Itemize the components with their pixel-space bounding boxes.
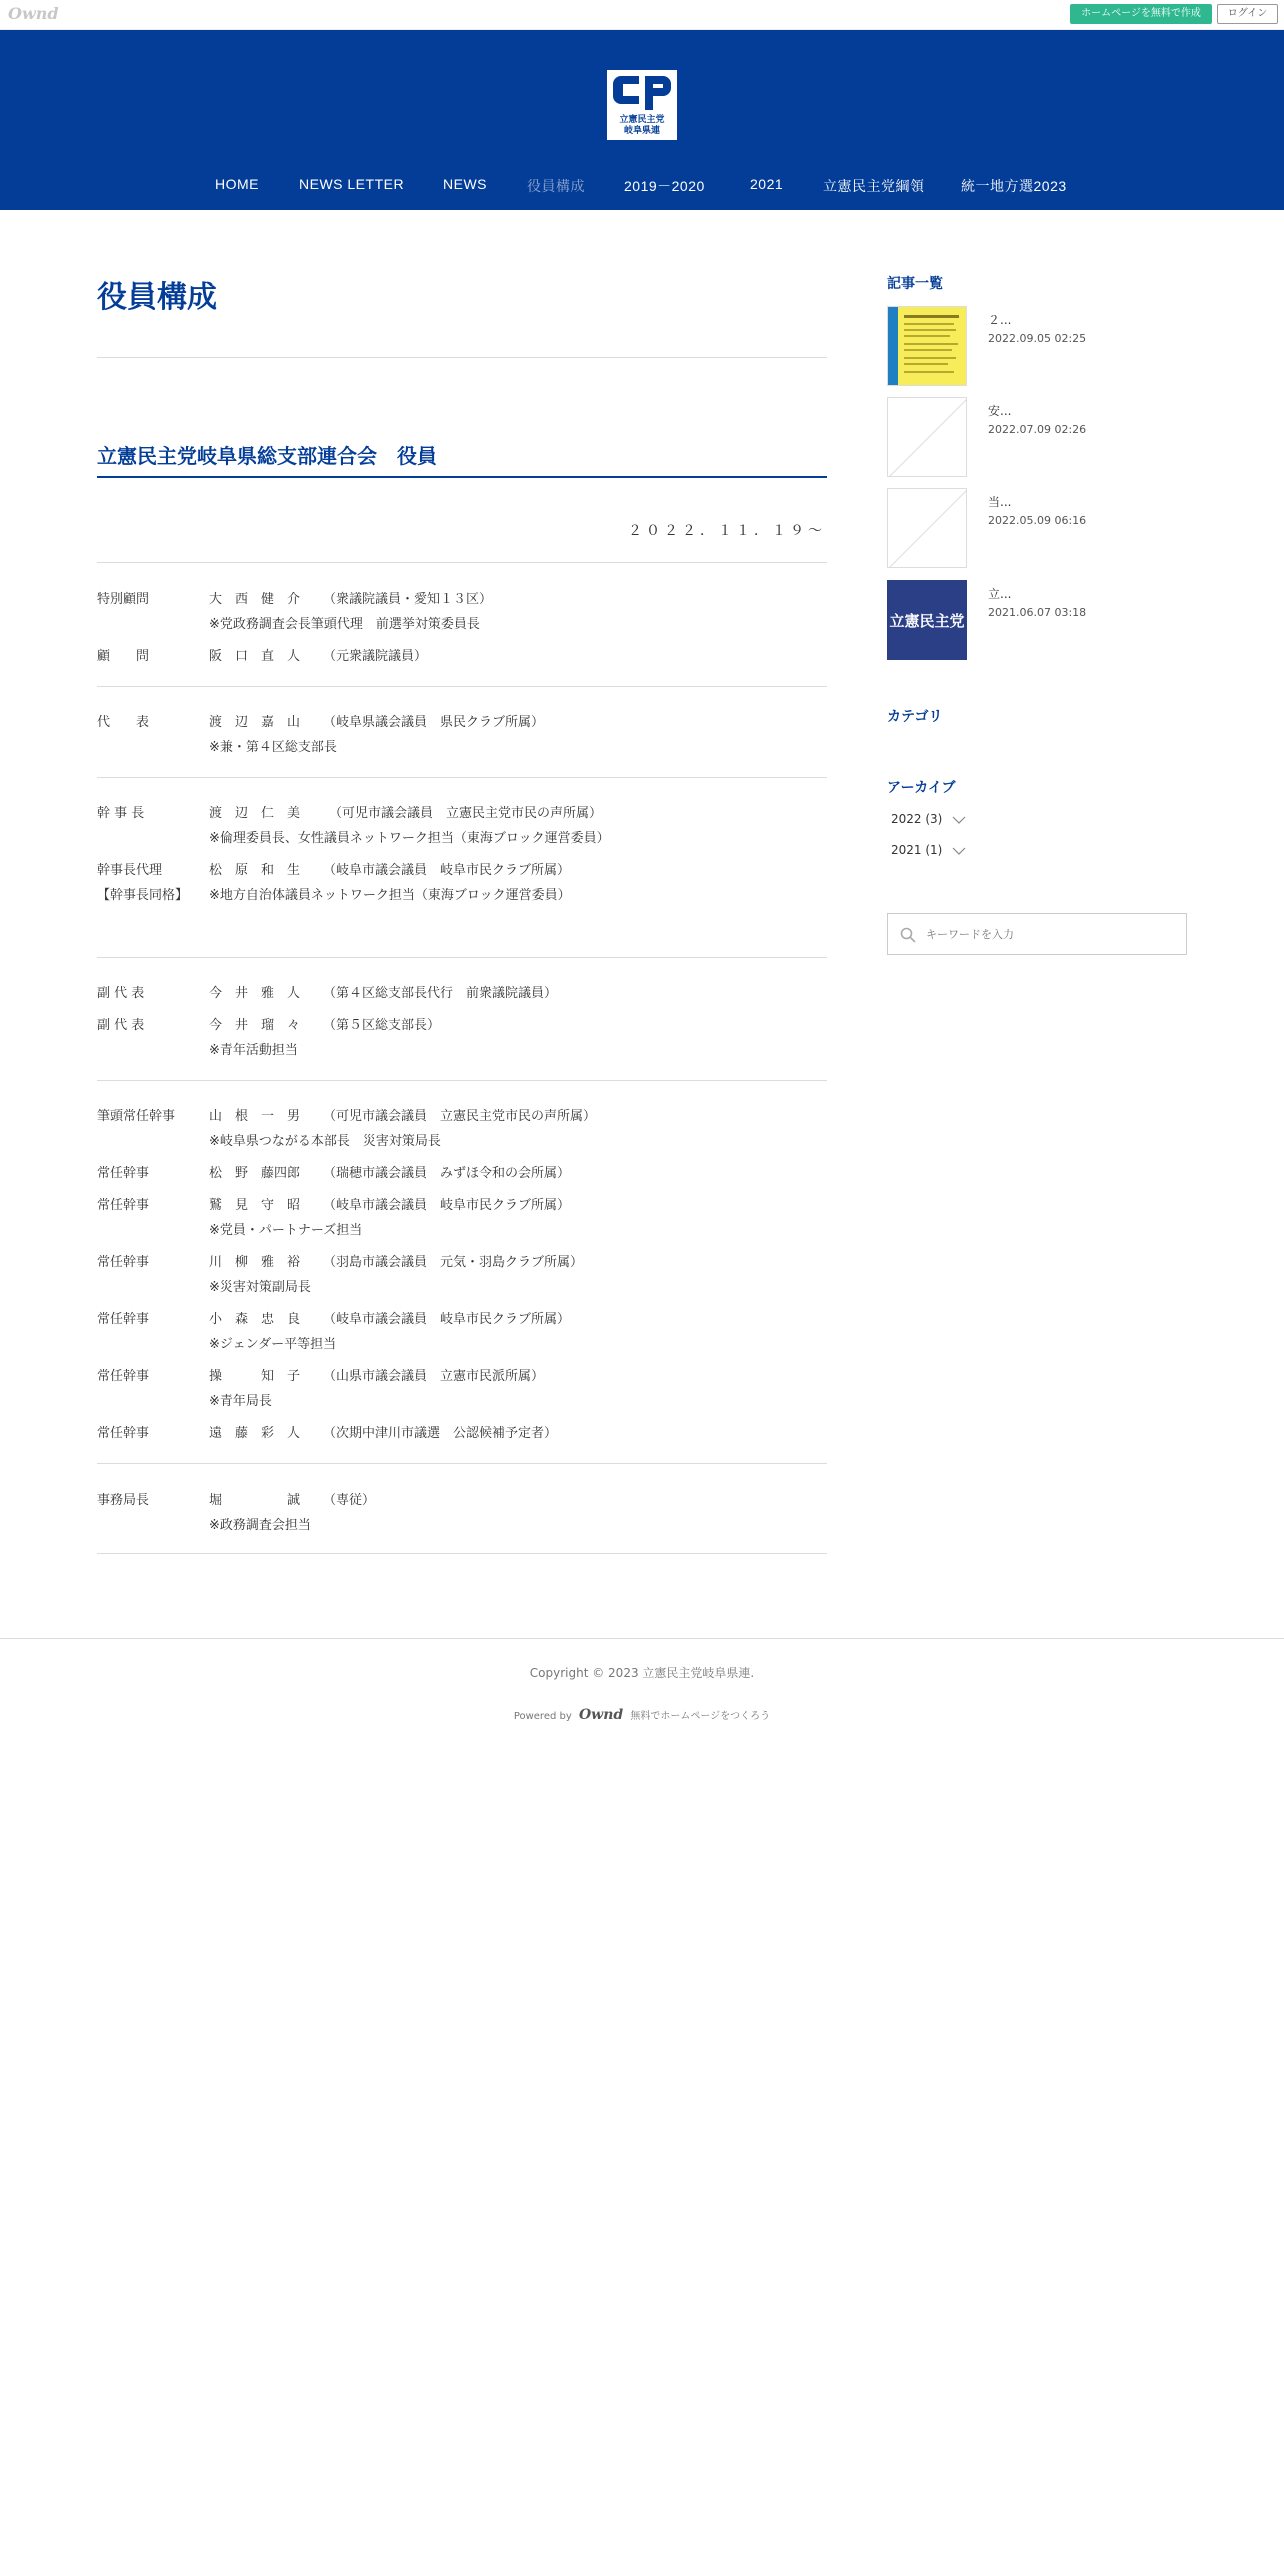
nav-2019-2020[interactable]: 2019－2020 (624, 178, 705, 194)
nav-2021[interactable]: 2021 (750, 176, 784, 192)
roster-detail: （山県市議会議員 立憲市民派所属） (323, 1369, 545, 1384)
category-heading: カテゴリ (887, 709, 943, 725)
roster-name: 渡 辺 仁 美 (209, 806, 301, 821)
roster-role: 事務局長 (97, 1493, 150, 1508)
article-title[interactable]: 立... (988, 587, 1012, 601)
roster-name: 操 知 子 (209, 1369, 301, 1384)
roster-role: 特別顧問 (97, 592, 150, 607)
article-date: 2021.06.07 03:18 (988, 606, 1087, 619)
powered-prefix: Powered by (513, 1711, 572, 1722)
roster-role: 常任幹事 (97, 1426, 150, 1441)
roster-detail: （第４区総支部長代行 前衆議院議員） (323, 986, 558, 1001)
chevron-down-icon (952, 846, 966, 856)
roster-role: 幹事長代理 (97, 863, 163, 878)
divider (97, 686, 827, 687)
nav-home[interactable]: HOME (215, 176, 259, 192)
nav-news[interactable]: NEWS (443, 176, 487, 192)
chevron-down-icon (952, 815, 966, 825)
roster-detail: （岐阜市議会議員 岐阜市民クラブ所属） (323, 1198, 571, 1213)
roster-role: 常任幹事 (97, 1255, 150, 1270)
section-underline (97, 476, 827, 478)
roster-role: 常任幹事 (97, 1198, 150, 1213)
article-title[interactable]: 安... (988, 404, 1012, 418)
roster-detail: （岐阜県議会議員 県民クラブ所属） (323, 715, 545, 730)
roster-note: ※党政務調査会長筆頭代理 前選挙対策委員長 (209, 617, 480, 632)
nav-election-2023[interactable]: 統一地方選2023 (961, 178, 1067, 194)
roster-role: 常任幹事 (97, 1166, 150, 1181)
divider (97, 777, 827, 778)
divider (97, 1463, 827, 1464)
roster-role: 常任幹事 (97, 1312, 150, 1327)
roster-detail: （羽島市議会議員 元気・羽島クラブ所属） (323, 1255, 584, 1270)
roster-detail: （瑞穂市議会議員 みずほ令和の会所属） (323, 1166, 571, 1181)
logo-text-2: 岐阜県連 (623, 126, 661, 136)
login-button[interactable]: ログイン (1217, 4, 1278, 24)
article-date: 2022.07.09 02:26 (988, 423, 1087, 436)
roster-detail: （岐阜市議会議員 岐阜市民クラブ所属） (323, 1312, 571, 1327)
nav-news-letter[interactable]: NEWS LETTER (299, 176, 405, 192)
main-nav (0, 176, 1284, 200)
roster-role: 【幹事長同格】 (97, 888, 189, 903)
article-thumbnail[interactable] (887, 306, 967, 386)
article-title[interactable]: ２... (988, 313, 1012, 327)
roster-note: ※地方自治体議員ネットワーク担当（東海ブロック運営委員） (209, 888, 571, 903)
create-homepage-button[interactable]: ホームページを無料で作成 (1070, 4, 1212, 24)
archive-item-2021[interactable] (891, 843, 966, 857)
roster-detail: （岐阜市議会議員 岐阜市民クラブ所属） (323, 863, 571, 878)
article-thumbnail[interactable]: 立憲民主党 (887, 580, 967, 660)
article-date: 2022.09.05 02:25 (988, 332, 1087, 345)
roster-detail: （可児市議会議員 立憲民主党市民の声所属） (323, 1109, 597, 1124)
archive-label: 2021 (1) (891, 843, 943, 857)
divider (97, 957, 827, 958)
logo-text-1: 立憲民主党 (619, 115, 665, 125)
roster-note: ※青年活動担当 (209, 1043, 298, 1058)
roster-detail: （元衆議院議員） (323, 649, 428, 664)
roster-name: 渡 辺 嘉 山 (209, 715, 301, 730)
roster-role: 代 表 (97, 715, 150, 730)
roster-name: 堀 誠 (209, 1493, 301, 1508)
roster-role: 副 代 表 (97, 1018, 145, 1033)
search-input[interactable] (924, 924, 1174, 944)
powered-by[interactable] (0, 1707, 1284, 1723)
top-bar (0, 0, 1284, 30)
divider (97, 357, 827, 358)
divider (97, 562, 827, 563)
article-date: 2022.05.09 06:16 (988, 514, 1087, 527)
roster-name: 遠 藤 彩 人 (209, 1426, 301, 1441)
article-thumbnail-placeholder[interactable] (887, 488, 967, 568)
ownd-brand: Ownd (578, 1707, 624, 1723)
nav-platform[interactable]: 立憲民主党綱領 (823, 178, 925, 194)
roster-name: 阪 口 直 人 (209, 649, 301, 664)
roster-role: 副 代 表 (97, 986, 145, 1001)
roster-name: 山 根 一 男 (209, 1109, 301, 1124)
divider (97, 1553, 827, 1554)
roster-role: 筆頭常任幹事 (97, 1109, 176, 1124)
archive-item-2022[interactable] (891, 812, 966, 826)
search-box (887, 913, 1187, 955)
roster-note: ※党員・パートナーズ担当 (209, 1223, 363, 1238)
article-title[interactable]: 当... (988, 495, 1012, 509)
copyright: Copyright © 2023 立憲民主党岐阜県連. (529, 1666, 755, 1680)
roster-name: 大 西 健 介 (209, 592, 301, 607)
footer-divider (0, 1638, 1284, 1639)
roster-detail: （衆議院議員・愛知１３区） (323, 592, 493, 607)
roster-name: 今 井 雅 人 (209, 986, 301, 1001)
roster-note: ※青年局長 (209, 1394, 272, 1409)
roster-name: 今 井 瑠 々 (209, 1018, 301, 1033)
roster-name: 小 森 忠 良 (209, 1312, 301, 1327)
divider (97, 1080, 827, 1081)
site-logo[interactable] (607, 70, 677, 140)
page-title: 役員構成 (97, 280, 217, 315)
roster-detail: （専従） (323, 1493, 376, 1508)
powered-suffix: 無料でホームページをつくろう (630, 1711, 771, 1722)
roster-note: ※災害対策副局長 (209, 1280, 311, 1295)
archive-heading: アーカイブ (887, 780, 956, 796)
roster-detail: （可児市議会議員 立憲民主党市民の声所属） (329, 806, 603, 821)
roster-name: 鷲 見 守 昭 (209, 1198, 301, 1213)
roster-detail: （次期中津川市議選 公認候補予定者） (323, 1426, 558, 1441)
section-title: 立憲民主党岐阜県総支部連合会 役員 (97, 444, 437, 468)
roster-note: ※政務調査会担当 (209, 1518, 311, 1533)
roster-note: ※倫理委員長、女性議員ネットワーク担当（東海ブロック運営委員） (209, 831, 610, 846)
article-thumbnail-placeholder[interactable] (887, 397, 967, 477)
roster-role: 幹 事 長 (97, 806, 145, 821)
roster-note: ※兼・第４区総支部長 (209, 740, 337, 755)
roster-name: 川 柳 雅 裕 (209, 1255, 301, 1270)
roster-role: 常任幹事 (97, 1369, 150, 1384)
ownd-logo[interactable]: Ownd (8, 4, 59, 23)
roster-name: 松 原 和 生 (209, 863, 301, 878)
site-header (0, 30, 1284, 210)
effective-date: ２０２２．１１．１９～ (628, 523, 826, 539)
roster-name: 松 野 藤四郎 (209, 1166, 301, 1181)
search-icon (900, 927, 916, 943)
roster-role: 顧 問 (97, 649, 150, 664)
nav-officers[interactable]: 役員構成 (527, 178, 585, 194)
roster-note: ※岐阜県つながる本部長 災害対策局長 (209, 1134, 441, 1149)
roster-note: ※ジェンダー平等担当 (209, 1337, 337, 1352)
articles-heading: 記事一覧 (887, 276, 943, 292)
archive-label: 2022 (3) (891, 812, 943, 826)
roster-detail: （第５区総支部長） (323, 1018, 441, 1033)
